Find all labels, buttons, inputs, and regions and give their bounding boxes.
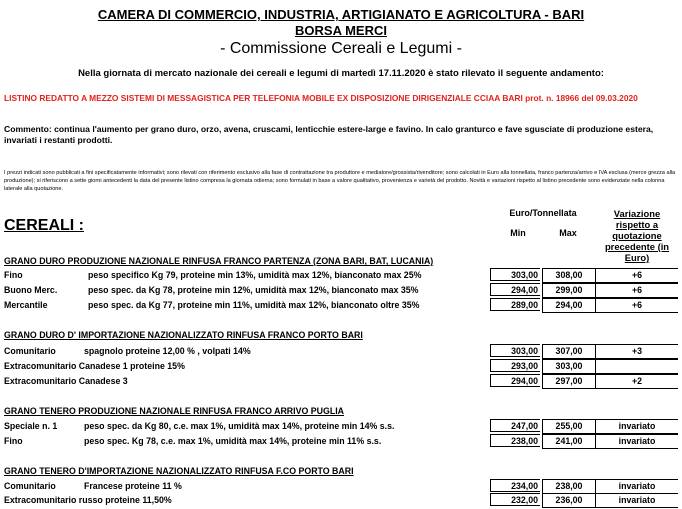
section-title: GRANO DURO D' IMPORTAZIONE NAZIONALIZZATO RINFUSA FRANCO PORTO BARI	[4, 330, 363, 340]
price-max: 307,00	[542, 344, 596, 359]
row-desc: peso spec. da Kg 77, proteine min 11%, umidità max 12%, bianconato oltre 35%	[88, 300, 420, 310]
price-max: 303,00	[542, 359, 596, 374]
price-max: 236,00	[542, 493, 596, 508]
price-min: 238,00	[490, 434, 540, 447]
price-max: 308,00	[542, 268, 596, 283]
price-variation: +3	[596, 344, 678, 359]
row-name: Mercantile	[4, 300, 48, 310]
price-min: 232,00	[490, 493, 540, 506]
market-intro: Nella giornata di mercato nazionale dei cereali e legumi di martedì 17.11.2020 è stato rilevato il seguente andamento:	[78, 68, 604, 79]
price-max: 297,00	[542, 374, 596, 389]
price-min: 303,00	[490, 344, 540, 357]
column-max-header: Max	[559, 228, 577, 238]
market-comment: Commento: continua l'aumento per grano duro, orzo, avena, cruscami, lenticchie estere-large e favino. In calo granturco e fave sgusciate di produzione estera, invariati i restanti prodotti.	[4, 124, 654, 145]
disclaimer-text: I prezzi indicati sono pubblicati a fini specificatamente informativi; sono rilevati con riferimento esclusivo alla fase di contrattazione tra produttore e mediatore/grossista/rivenditore; sono calcolati in Euro alla tonnellata, franco partenza/arrivo e IVA esclusa (merce grezza alla produzione); si riferiscono a sette giorni antecedenti la data del presente listino compresa la giornata odierna; sono formulati in base a valore qualitativo, provenienza e varietà del prodotto. Novità e variazioni rispetto al listino precedente sono evidenziate nella colonna laterale alla quotazione.	[4, 170, 676, 192]
price-variation: +6	[596, 298, 678, 313]
row-name: Speciale n. 1	[4, 421, 58, 431]
price-max: 255,00	[542, 419, 596, 434]
row-name: Extracomunitario Canadese 3	[4, 376, 128, 386]
section-title: GRANO TENERO PRODUZIONE NAZIONALE RINFUSA FRANCO ARRIVO PUGLIA	[4, 406, 344, 416]
price-min: 289,00	[490, 298, 540, 311]
price-min: 234,00	[490, 479, 540, 492]
price-max: 241,00	[542, 434, 596, 449]
price-variation: +6	[596, 283, 678, 298]
price-min: 294,00	[490, 283, 540, 296]
price-min: 303,00	[490, 268, 540, 281]
column-variation-header: Variazione rispetto a quotazione precedente (in Euro)	[604, 208, 670, 263]
price-variation: invariato	[596, 493, 678, 508]
row-desc: peso spec. da Kg 78, proteine min 12%, umidità max 12%, bianconato max 35%	[88, 285, 419, 295]
row-name: Extracomunitario russo proteine 11,50%	[4, 495, 172, 505]
price-variation: invariato	[596, 419, 678, 434]
row-desc: Francese proteine 11 %	[84, 481, 182, 491]
price-min: 294,00	[490, 374, 540, 387]
row-name: Extracomunitario Canadese 1 proteine 15%	[4, 361, 185, 371]
price-variation: +6	[596, 268, 678, 283]
price-variation: invariato	[596, 434, 678, 449]
row-name: Comunitario	[4, 481, 56, 491]
row-name: Comunitario	[4, 346, 56, 356]
row-name: Fino	[4, 436, 23, 446]
price-min: 247,00	[490, 419, 540, 432]
price-variation: invariato	[596, 479, 678, 494]
price-max: 299,00	[542, 283, 596, 298]
section-title: GRANO TENERO D'IMPORTAZIONE NAZIONALIZZATO RINFUSA F.CO PORTO BARI	[4, 466, 354, 476]
row-desc: spagnolo proteine 12,00 % , volpati 14%	[84, 346, 251, 356]
row-desc: peso spec. da Kg 80, c.e. max 1%, umidità max 14%, proteine min 14% s.s.	[84, 421, 395, 431]
exchange-title: BORSA MERCI	[295, 23, 387, 38]
price-max: 238,00	[542, 479, 596, 494]
price-variation	[596, 359, 678, 374]
column-min-header: Min	[510, 228, 526, 238]
row-name: Buono Merc.	[4, 285, 58, 295]
column-euro-header: Euro/Tonnellata	[509, 208, 577, 218]
chamber-title: CAMERA DI COMMERCIO, INDUSTRIA, ARTIGIANATO E AGRICOLTURA - BARI	[97, 7, 585, 22]
row-desc: peso specifico Kg 79, proteine min 13%, umidità max 12%, bianconato max 25%	[88, 270, 422, 280]
price-max: 294,00	[542, 298, 596, 313]
price-min: 293,00	[490, 359, 540, 372]
row-desc: peso spec. Kg 78, c.e. max 1%, umidità max 14%, proteine min 11% s.s.	[84, 436, 382, 446]
section-title: GRANO DURO PRODUZIONE NAZIONALE RINFUSA FRANCO PARTENZA (ZONA BARI, BAT, LUCANIA)	[4, 256, 434, 266]
price-variation: +2	[596, 374, 678, 389]
row-name: Fino	[4, 270, 23, 280]
section-cereali-heading: CEREALI :	[4, 217, 84, 234]
commission-title: - Commissione Cereali e Legumi -	[220, 40, 462, 57]
listino-notice: LISTINO REDATTO A MEZZO SISTEMI DI MESSAGISTICA PER TELEFONIA MOBILE EX DISPOSIZIONE DIRIGENZIALE CCIAA BARI prot. n. 18966 del 09.03.2020	[4, 93, 638, 103]
